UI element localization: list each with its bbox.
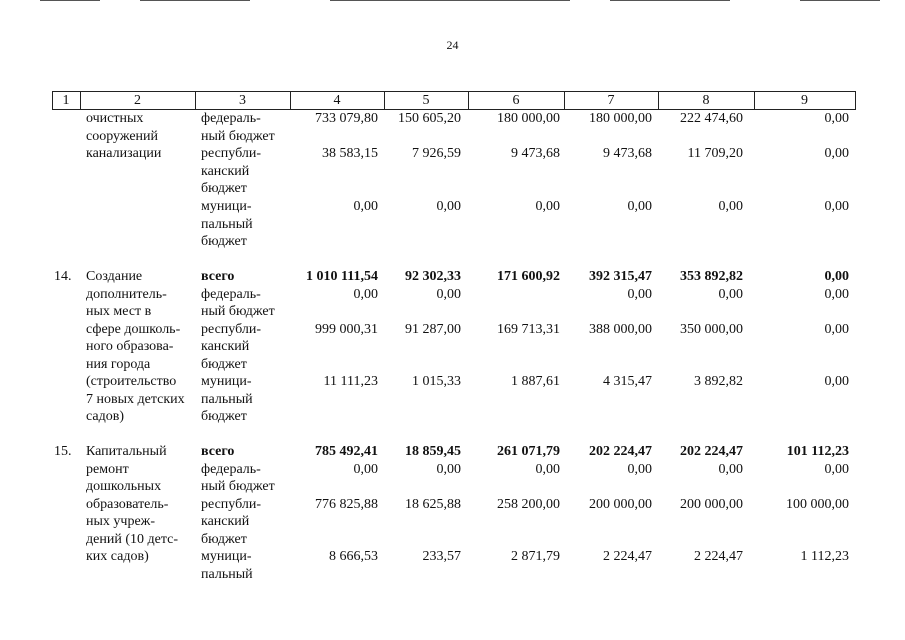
page-number: 24: [446, 38, 459, 52]
value-col-9: 0,00: [824, 286, 849, 302]
header-col-2: 2: [134, 93, 141, 108]
scan-edge: [610, 0, 730, 1]
value-col-7: 392 315,47: [589, 269, 652, 284]
item-name-line: ремонт: [86, 461, 129, 477]
value-col-8: 222 474,60: [680, 111, 743, 126]
value-col-8: 202 224,47: [680, 444, 743, 459]
scan-edge: [140, 0, 250, 1]
value-col-4: 11 111,23: [323, 374, 378, 389]
value-col-8: 0,00: [718, 199, 743, 214]
item-name-line: (строительство: [86, 374, 177, 389]
item-name-line: дошкольных: [86, 479, 162, 494]
funding-source: канский: [201, 339, 250, 354]
value-col-5: 18 625,88: [405, 496, 461, 512]
value-col-8: 200 000,00: [680, 496, 743, 512]
value-col-7: 180 000,00: [589, 111, 652, 126]
value-col-8: 353 892,82: [680, 269, 743, 284]
value-col-6: 1 887,61: [511, 374, 560, 389]
value-col-5: 1 015,33: [412, 374, 461, 389]
funding-source-total: всего: [201, 444, 235, 459]
value-col-8: 350 000,00: [680, 321, 743, 337]
value-col-7: 0,00: [627, 461, 652, 477]
funding-source: канский: [201, 514, 250, 529]
funding-source: федераль-: [201, 111, 261, 126]
value-col-7: 2 224,47: [603, 549, 652, 564]
value-col-7: 9 473,68: [603, 146, 652, 161]
funding-source: пальный: [201, 391, 253, 407]
item-name-line: дополнитель-: [86, 286, 167, 302]
funding-source: бюджет: [201, 356, 247, 372]
header-col-6: 6: [512, 93, 520, 108]
header-col-1: 1: [62, 93, 70, 108]
col-divider: [855, 91, 856, 110]
value-col-8: 0,00: [718, 461, 743, 477]
item-name-line: 7 новых детских: [86, 391, 185, 407]
item-name-line: ных учреж-: [86, 514, 155, 529]
value-col-7: 388 000,00: [589, 321, 652, 337]
value-col-6: 171 600,92: [497, 269, 560, 284]
value-col-9: 0,00: [824, 199, 849, 214]
header-col-9: 9: [801, 93, 808, 108]
value-col-7: 200 000,00: [589, 496, 652, 512]
item-name-line: сфере дошколь-: [86, 321, 181, 337]
scan-edge: [330, 0, 570, 1]
value-col-7: 202 224,47: [589, 444, 652, 459]
item-number: 15.: [54, 444, 72, 459]
item-name-line: канализации: [86, 146, 162, 161]
value-col-8: 2 224,47: [694, 549, 743, 564]
value-col-9: 0,00: [824, 146, 849, 161]
value-col-5: 92 302,33: [405, 269, 461, 284]
funding-source: ный бюджет: [201, 479, 275, 494]
funding-source: федераль-: [201, 286, 261, 302]
value-col-5: 0,00: [436, 461, 461, 477]
value-col-6: 9 473,68: [511, 146, 560, 161]
funding-source: муници-: [201, 549, 252, 564]
funding-source: муници-: [201, 199, 252, 214]
value-col-7: 0,00: [627, 199, 652, 214]
value-col-6: 2 871,79: [511, 549, 560, 564]
header-col-3: 3: [239, 93, 246, 108]
value-col-6: 180 000,00: [497, 111, 560, 126]
scan-edge: [40, 0, 100, 1]
funding-source: республи-: [201, 146, 261, 161]
value-col-9: 0,00: [824, 111, 849, 126]
header-col-8: 8: [702, 93, 710, 108]
funding-source: пальный: [201, 216, 253, 232]
value-col-5: 233,57: [422, 549, 461, 564]
header-col-5: 5: [422, 93, 430, 108]
value-col-5: 7 926,59: [412, 146, 461, 161]
value-col-4: 38 583,15: [322, 146, 378, 161]
value-col-8: 11 709,20: [687, 146, 743, 161]
item-name-line: очистных: [86, 111, 144, 126]
value-col-9: 0,00: [824, 374, 849, 389]
header-col-7: 7: [607, 93, 615, 108]
funding-source: федераль-: [201, 461, 261, 477]
value-col-4: 0,00: [353, 461, 378, 477]
value-col-9: 0,00: [824, 321, 849, 337]
value-col-5: 91 287,00: [405, 321, 461, 337]
value-col-4: 0,00: [353, 286, 378, 302]
value-col-9: 1 112,23: [800, 549, 849, 564]
value-col-7: 0,00: [627, 286, 652, 302]
value-col-6: 0,00: [535, 199, 560, 214]
funding-source: пальный: [201, 566, 253, 582]
value-col-9: 100 000,00: [786, 496, 849, 512]
value-col-5: 150 605,20: [398, 111, 461, 126]
value-col-4: 1 010 111,54: [306, 269, 378, 284]
value-col-6: 169 713,31: [497, 321, 560, 337]
value-col-5: 18 859,45: [405, 444, 461, 459]
value-col-4: 776 825,88: [315, 496, 378, 512]
item-number: 14.: [54, 269, 72, 284]
item-name-line: ного образова-: [86, 339, 174, 354]
funding-source: муници-: [201, 374, 252, 389]
funding-source: бюджет: [201, 531, 247, 547]
funding-source: республи-: [201, 496, 261, 512]
item-name-line: ния города: [86, 356, 151, 372]
value-col-5: 0,00: [436, 286, 461, 302]
value-col-9: 0,00: [824, 269, 849, 284]
funding-source: республи-: [201, 321, 261, 337]
item-name-line: Создание: [86, 269, 143, 284]
value-col-6: 261 071,79: [497, 444, 560, 459]
funding-source: ный бюджет: [201, 304, 275, 319]
item-name-line: образователь-: [86, 496, 169, 512]
value-col-8: 3 892,82: [694, 374, 743, 389]
item-name-line: Капитальный: [86, 444, 167, 459]
value-col-9: 101 112,23: [786, 444, 849, 459]
item-name-line: сооружений: [86, 128, 159, 144]
value-col-4: 785 492,41: [315, 444, 378, 459]
value-col-7: 4 315,47: [603, 374, 652, 389]
value-col-5: 0,00: [436, 199, 461, 214]
value-col-4: 999 000,31: [315, 321, 378, 337]
funding-source: бюджет: [201, 409, 247, 424]
value-col-9: 0,00: [824, 461, 849, 477]
scan-edge: [800, 0, 880, 1]
funding-source: бюджет: [201, 234, 247, 249]
funding-source: ный бюджет: [201, 128, 275, 144]
value-col-4: 8 666,53: [329, 549, 378, 564]
funding-source: бюджет: [201, 181, 247, 196]
funding-source: канский: [201, 163, 250, 179]
item-name-line: ких садов): [86, 549, 149, 564]
item-name-line: дений (10 детс-: [86, 531, 178, 547]
value-col-6: 0,00: [535, 461, 560, 477]
value-col-4: 0,00: [353, 199, 378, 214]
value-col-8: 0,00: [718, 286, 743, 302]
item-name-line: садов): [86, 409, 124, 424]
header-col-4: 4: [333, 93, 341, 108]
funding-source-total: всего: [201, 269, 235, 284]
value-col-4: 733 079,80: [315, 111, 378, 126]
value-col-6: 258 200,00: [497, 496, 560, 512]
item-name-line: ных мест в: [86, 304, 152, 319]
